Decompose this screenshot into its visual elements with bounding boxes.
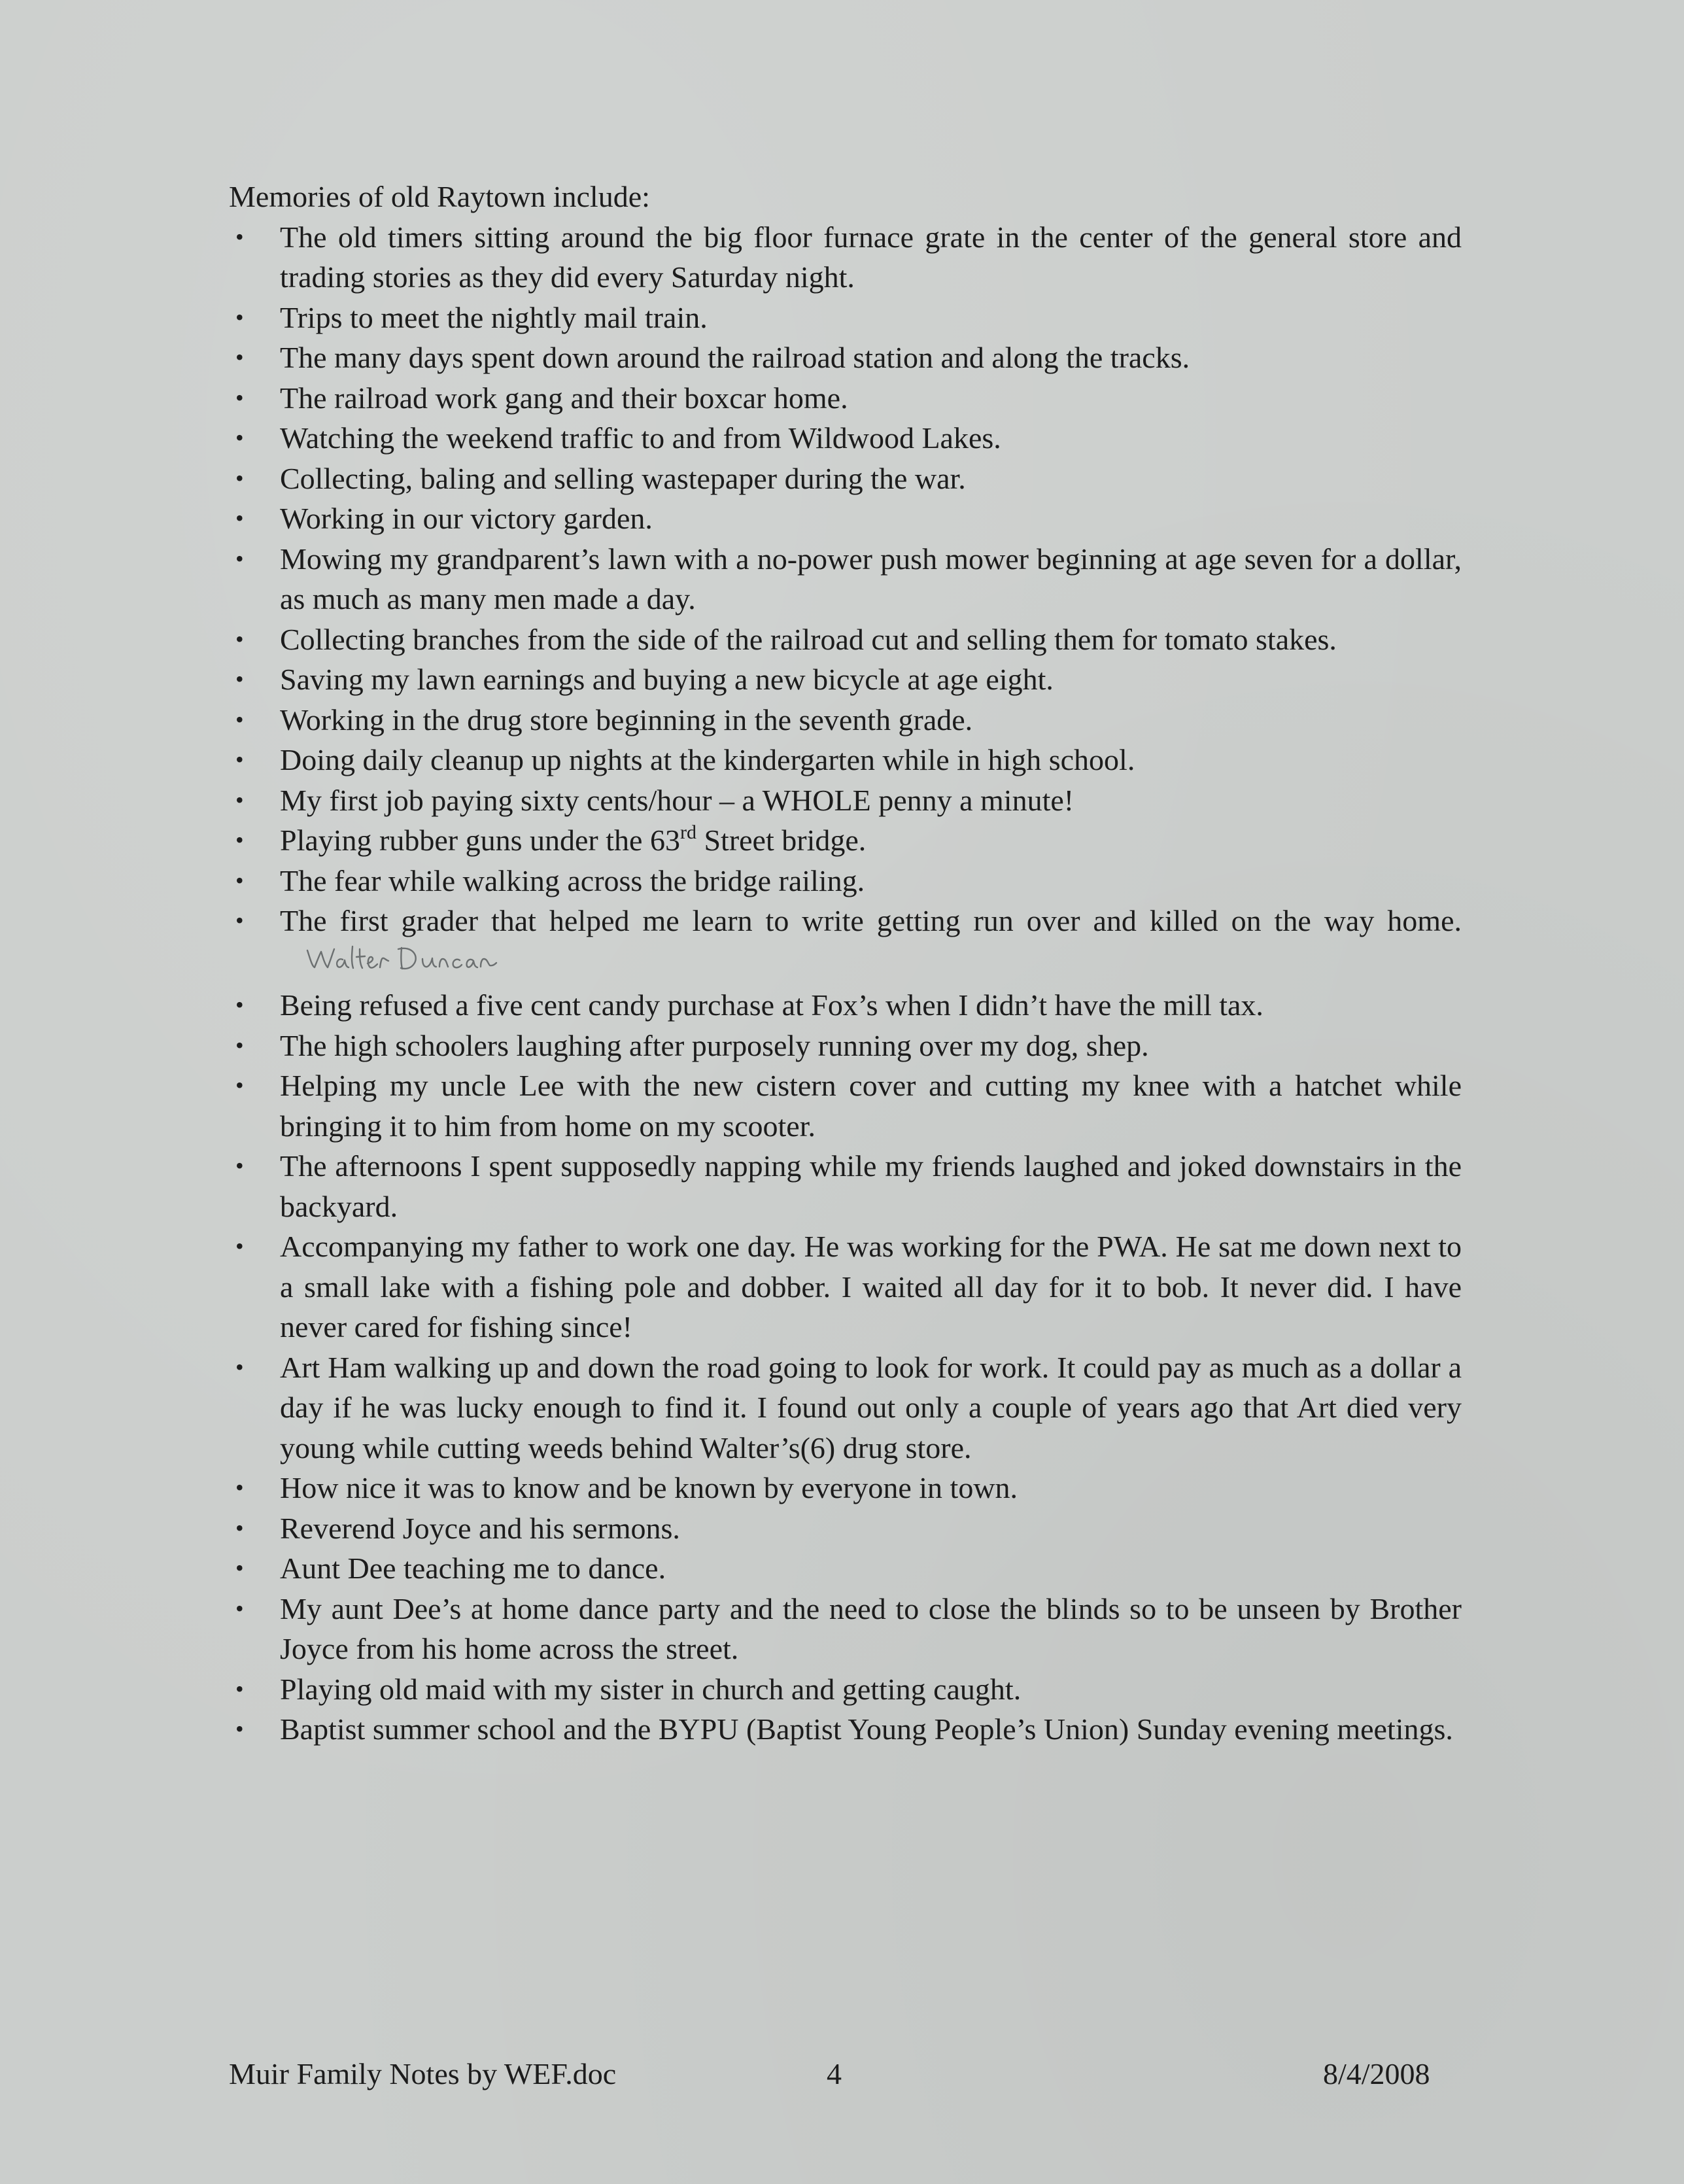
list-item xyxy=(229,1508,1462,1549)
list-item-text: Playing old maid with my sister in church and getting caught. xyxy=(280,1672,1022,1706)
bullet-icon: • xyxy=(235,1474,244,1500)
list-item-text: Saving my lawn earnings and buying a new bicycle at age eight. xyxy=(280,663,1054,696)
list-item-text: Baptist summer school and the BYPU (Baptist Young People’s Union) Sunday evening meetings. xyxy=(280,1712,1453,1746)
list-item xyxy=(229,1589,1462,1669)
bullet-icon: • xyxy=(235,992,244,1018)
list-item xyxy=(229,985,1462,1026)
list-item-text: Working in our victory garden. xyxy=(280,502,653,535)
bullet-icon: • xyxy=(235,666,244,692)
bullet-icon: • xyxy=(235,384,244,411)
list-item xyxy=(229,1548,1462,1589)
list-item xyxy=(229,498,1462,539)
bullet-icon: • xyxy=(235,1153,244,1179)
list-item-text: The high schoolers laughing after purposely running over my dog, shep. xyxy=(280,1028,1149,1062)
bullet-icon: • xyxy=(235,1072,244,1098)
list-item xyxy=(229,1226,1462,1347)
bullet-icon: • xyxy=(235,545,244,572)
bullet-icon: • xyxy=(235,425,244,451)
bullet-icon: • xyxy=(235,1233,244,1259)
bullet-icon: • xyxy=(235,1353,244,1380)
handwritten-note xyxy=(305,941,501,986)
list-item-text-end: Street bridge. xyxy=(696,823,867,857)
list-item-text: The railroad work gang and their boxcar home. xyxy=(280,381,848,415)
list-item xyxy=(229,901,1462,985)
bullet-icon: • xyxy=(235,464,244,491)
list-item xyxy=(229,539,1462,619)
list-item xyxy=(229,659,1462,700)
list-item-text: Being refused a five cent candy purchase at Fox’s when I didn’t have the mill tax. xyxy=(280,988,1263,1022)
list-item xyxy=(229,1066,1462,1146)
bullet-icon: • xyxy=(235,706,244,733)
bullet-icon: • xyxy=(235,746,244,772)
bullet-icon: • xyxy=(235,1555,244,1581)
list-item xyxy=(229,820,1462,861)
list-item xyxy=(229,1026,1462,1066)
footer-page-number: 4 xyxy=(827,2057,842,2090)
list-item xyxy=(229,338,1462,378)
list-item-text: Collecting, baling and selling wastepaper during the war. xyxy=(280,461,966,495)
document-heading: Memories of old Raytown include: xyxy=(229,180,650,213)
list-item-text: Doing daily cleanup up nights at the kindergarten while in high school. xyxy=(280,743,1135,776)
list-item-text: My aunt Dee’s at home dance party and the need to close the blinds so to be unseen by Brother Joyce from his home across the street. xyxy=(280,1591,1462,1665)
list-item-text: Reverend Joyce and his sermons. xyxy=(280,1511,680,1545)
list-item-text: Working in the drug store beginning in the seventh grade. xyxy=(280,702,973,737)
list-item-text: Aunt Dee teaching me to dance. xyxy=(280,1551,666,1585)
list-item-text-start: Playing rubber guns under the 63 xyxy=(280,823,680,857)
list-item xyxy=(229,1468,1462,1508)
list-item xyxy=(229,418,1462,459)
footer-date: 8/4/2008 xyxy=(1323,2057,1430,2090)
list-item xyxy=(229,740,1462,780)
list-item-text: Art Ham walking up and down the road going to look for work. It could pay as much as a dollar a day if he was lucky enough to find it. I found out only a couple of years ago that Art died very young while cutting weeds behind Walter’s(6) drug store. xyxy=(280,1350,1462,1465)
bullet-icon: • xyxy=(235,505,244,531)
list-item xyxy=(229,378,1462,419)
list-item xyxy=(229,619,1462,660)
bullet-icon: • xyxy=(235,303,244,330)
list-item-text: The first grader that helped me learn to write getting run over and killed on the way home. xyxy=(280,904,1462,937)
list-item-text: Collecting branches from the side of the railroad cut and selling them for tomato stakes. xyxy=(280,622,1337,656)
footer-filename: Muir Family Notes by WEF.doc xyxy=(229,2057,617,2090)
list-item-text: My first job paying sixty cents/hour – a WHOLE penny a minute! xyxy=(280,783,1074,817)
bullet-icon: • xyxy=(235,786,244,813)
list-item-text: How nice it was to know and be known by everyone in town. xyxy=(280,1471,1018,1504)
list-item-text: The afternoons I spent supposedly napping while my friends laughed and joked downstairs in the backyard. xyxy=(280,1149,1462,1223)
ordinal-superscript: rd xyxy=(679,822,696,843)
list-item-text: The fear while walking across the bridge railing. xyxy=(280,863,865,897)
bullet-icon: • xyxy=(235,625,244,652)
bullet-icon: • xyxy=(235,1031,244,1058)
list-item-text: Mowing my grandparent’s lawn with a no-power push mower beginning at age seven for a dollar, as much as many men made a day. xyxy=(280,542,1462,615)
list-item xyxy=(229,1709,1462,1750)
bullet-icon: • xyxy=(235,867,244,893)
bullet-icon: • xyxy=(235,1514,244,1541)
list-item-text: Helping my uncle Lee with the new cistern cover and cutting my knee with a hatchet while bringing it to him from home on my scooter. xyxy=(280,1069,1462,1143)
list-item-text: Trips to meet the nightly mail train. xyxy=(280,300,708,334)
bullet-icon: • xyxy=(235,223,244,250)
handwritten-name-signature xyxy=(305,941,501,975)
bullet-icon: • xyxy=(235,1716,244,1742)
bullet-icon: • xyxy=(235,344,244,370)
list-item xyxy=(229,298,1462,338)
bullet-icon: • xyxy=(235,1675,244,1702)
list-item xyxy=(229,459,1462,499)
list-item-text: Watching the weekend traffic to and from Wildwood Lakes. xyxy=(280,421,1001,455)
document-body xyxy=(229,177,1462,1750)
list-item xyxy=(229,861,1462,901)
bullet-icon: • xyxy=(235,1595,244,1621)
list-item-text: The many days spent down around the railroad station and along the tracks. xyxy=(280,341,1190,374)
memories-list xyxy=(229,217,1462,1750)
list-item xyxy=(229,700,1462,740)
list-item-text: The old timers sitting around the big floor furnace grate in the center of the general store and trading stories as they did every Saturday night. xyxy=(280,220,1462,294)
list-item xyxy=(229,1146,1462,1226)
list-item xyxy=(229,1669,1462,1710)
bullet-icon: • xyxy=(235,907,244,933)
list-item xyxy=(229,217,1462,298)
list-item xyxy=(229,780,1462,821)
list-item xyxy=(229,1347,1462,1468)
bullet-icon: • xyxy=(235,827,244,853)
list-item-text: Accompanying my father to work one day. He was working for the PWA. He sat me down next to a small lake with a fishing pole and dobber. I waited all day for it to bob. It never did. I have never cared for fishing since! xyxy=(280,1230,1462,1343)
